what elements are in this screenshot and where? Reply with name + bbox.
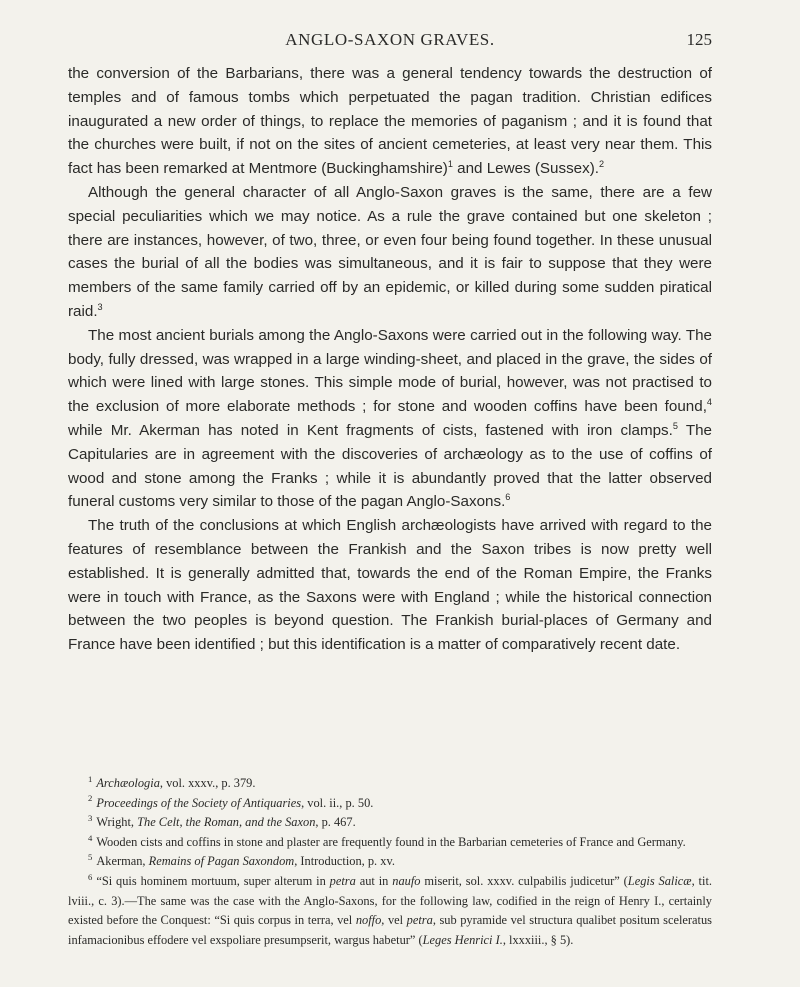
citation-title: The Celt, the Roman, and the Saxon [137, 815, 316, 830]
citation-detail: , vol. ii., p. 50. [301, 795, 374, 810]
footnote-ref: 2 [598, 159, 605, 170]
footnote-text: , tit. lviii., c. 3).—The same was the case with the Anglo-Saxons, for the following law, codified in the reign of Henry I., certainly existed before the Conquest: “Si quis corpus in terra, vel [68, 873, 712, 928]
footnote-ref: 3 [97, 301, 103, 312]
running-title: ANGLO-SAXON GRAVES. [285, 30, 495, 49]
citation-author: Akerman, [96, 854, 149, 869]
paragraph-4 [68, 514, 712, 657]
citation-author: Wright, [96, 815, 138, 830]
footnote-ref: 6 [505, 492, 511, 503]
page-number: 125 [686, 30, 712, 49]
citation-detail: , p. 467. [315, 815, 356, 830]
footnote-1 [68, 774, 712, 794]
footnote-2 [68, 794, 712, 814]
citation-title: Leges Henrici I. [422, 932, 503, 947]
citation-title: Remains of Pagan Saxondom [148, 854, 295, 869]
footnotes [68, 774, 712, 950]
footnote-text: , vel [381, 913, 407, 928]
latin-term: noffo [355, 913, 382, 928]
footnote-6 [68, 872, 712, 950]
paragraph-3 [68, 324, 712, 514]
citation-title: Archæologia [96, 776, 160, 790]
text-run: The most ancient burials among the Anglo-Saxons were carried out in the following way. The body, fully dressed, was wrapped in a large winding-sheet, and placed in the grave, the sides of which were lined with large stones. This simple mode of burial, however, was not practised to the exclusion of more elaborate methods ; for stone and wooden coffins have been found, [68, 326, 712, 416]
footnote-4 [68, 833, 712, 853]
latin-term: naufo [392, 873, 421, 888]
citation-detail: , vol. xxxv., p. 379. [159, 776, 256, 790]
citation-title: Legis Salicæ [627, 873, 692, 888]
footnote-text: , lxxxiii., § 5). [502, 932, 574, 947]
text-run: The truth of the conclusions at which English archæologists have arrived with regard to the features of resemblance between the Frankish and the Saxon tribes is now pretty well established. It is generally admitted that, towards the end of the Roman Empire, the Franks were in touch with France, as the Saxons were with England ; while the historical connection between the two peoples is beyond question. The Frankish burial-places of Germany and France have been identified ; but this identification is a matter of comparatively recent date. [68, 517, 712, 654]
main-text [68, 62, 712, 657]
footnote-number: 3 [88, 813, 93, 824]
footnote-text: Wooden cists and coffins in stone and plaster are frequently found in the Barbarian cemeteries of France and Germany. [96, 834, 686, 849]
paragraph-1 [68, 62, 712, 181]
footnote-text: “Si quis hominem mortuum, super alterum in [96, 873, 330, 888]
footnote-text: aut in [355, 873, 393, 888]
text-run: while Mr. Akerman has noted in Kent fragments of cists, fastened with iron clamps. [68, 421, 673, 439]
footnote-number: 2 [88, 793, 93, 804]
footnote-5 [68, 852, 712, 872]
footnote-number: 1 [88, 773, 93, 784]
text-run: Although the general character of all Anglo-Saxon graves is the same, there are a few special peculiarities which we may notice. As a rule the grave contained but one skeleton ; there are instances, however, of two, three, or even four being found together. In these unusual cases the burial of all the bodies was simultaneous, and it is fair to suppose that they were members of the same family carried off by an epidemic, or killed during some sudden piratical raid. [68, 183, 712, 320]
latin-term: petra [329, 873, 356, 888]
citation-detail: , Introduction, p. xv. [294, 854, 395, 869]
footnote-text: , sub pyramide vel structura qualibet positum sceleratus infamacionibus effodere vel exspoliare presumpserit, wargus habetur” ( [68, 913, 713, 947]
citation-title: Proceedings of the Society of Antiquaries [96, 795, 302, 810]
page-header [68, 30, 712, 54]
text-run: and Lewes (Sussex). [452, 160, 599, 178]
text-run: the conversion of the Barbarians, there was a general tendency towards the destruction of temples and of famous tombs which perpetuated the pagan tradition. Christian edifices inaugurated a new order of things, to replace the memories of paganism ; and it is found that the churches were built, if not on the sites of ancient cemeteries, at least very near them. This fact has been remarked at Mentmore (Buckinghamshire) [68, 65, 712, 178]
footnote-text: miserit, sol. xxxv. culpabilis judicetur” ( [420, 873, 628, 888]
footnote-ref: 1 [447, 159, 453, 170]
footnote-ref: 5 [672, 420, 678, 431]
footnote-number: 6 [88, 871, 93, 882]
text-run: The Capitularies are in agreement with the discoveries of archæology as to the use of coffins of wood and stone among the Franks ; while it is abundantly proved that the latter observed funeral customs very similar to those of the pagan Anglo-Saxons. [68, 421, 712, 511]
latin-term: petra [406, 913, 433, 928]
footnote-ref: 4 [706, 397, 712, 408]
footnote-number: 4 [88, 832, 93, 843]
footnote-3 [68, 813, 712, 833]
footnote-number: 5 [88, 852, 93, 863]
paragraph-2 [68, 181, 712, 324]
